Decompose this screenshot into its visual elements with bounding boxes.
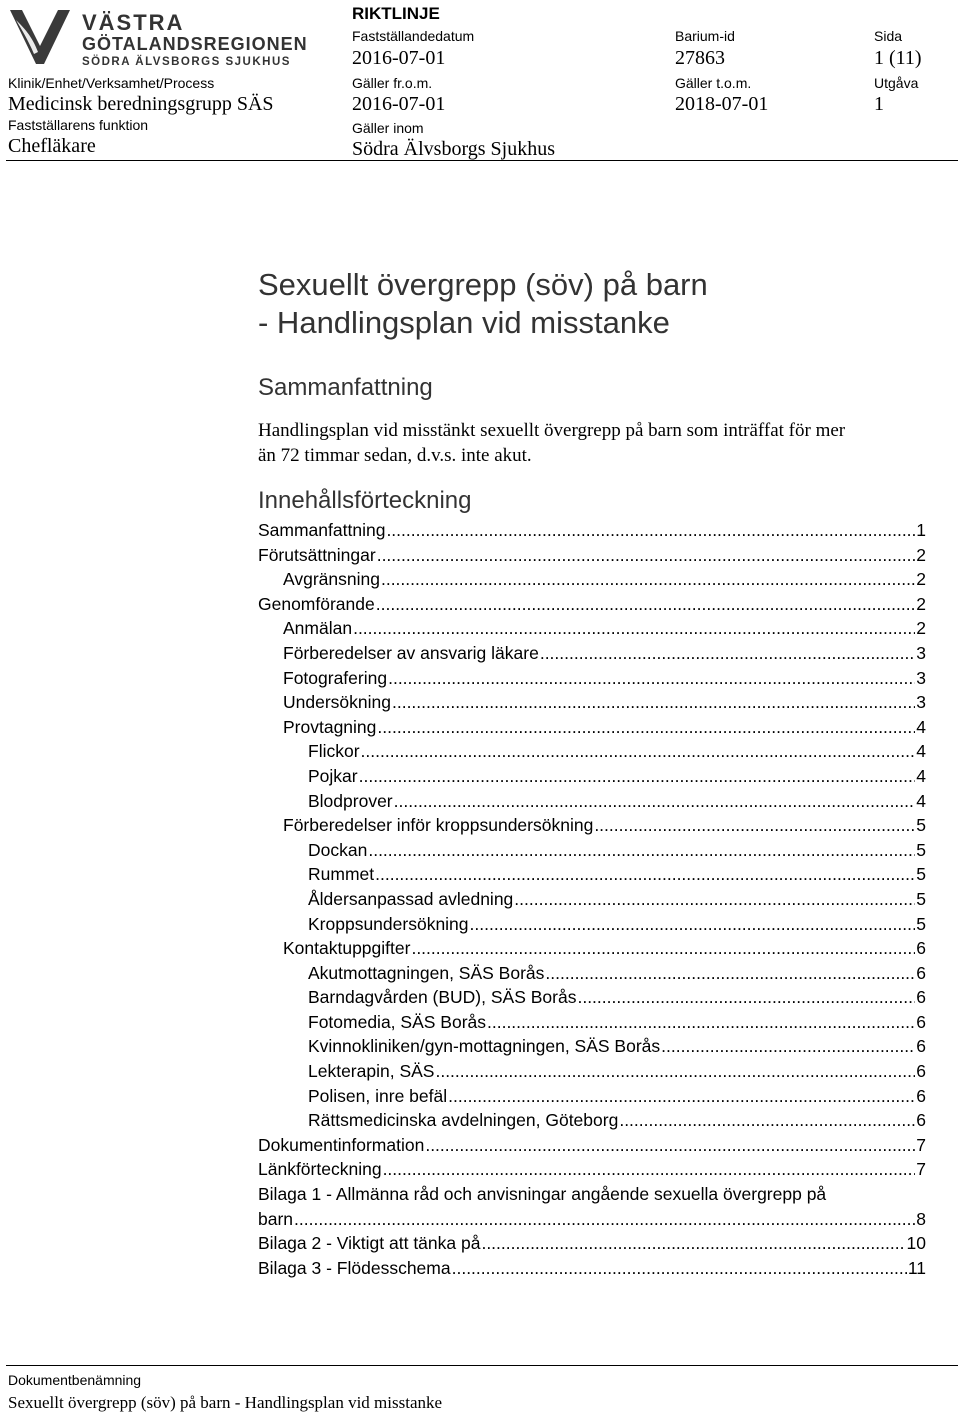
toc-entry-text: Polisen, inre befäl — [308, 1085, 448, 1106]
summary-text-line-1: Handlingsplan vid misstänkt sexuellt övergrepp på barn som inträffat för mer — [258, 420, 846, 441]
toc-leader-dots — [353, 616, 915, 641]
toc-entry[interactable] — [258, 936, 926, 961]
toc-page-number: 6 — [916, 938, 926, 959]
logo-line-1: VÄSTRA — [82, 10, 185, 35]
toc-entry[interactable] — [258, 1157, 926, 1182]
toc-entry[interactable] — [258, 912, 926, 937]
toc-page-number: 5 — [916, 888, 926, 909]
toc-leader-dots — [470, 912, 916, 937]
toc-entry[interactable] — [258, 1108, 926, 1133]
toc-page-number: 8 — [916, 1208, 926, 1229]
fastst-label: Fastställandedatum — [352, 28, 475, 44]
toc-leader-dots — [394, 789, 916, 814]
toc-entry-text: Sammanfattning — [258, 520, 386, 540]
toc-entry-text: Dockan — [308, 839, 368, 860]
toc-entry[interactable] — [258, 1034, 926, 1059]
toc-entry[interactable] — [258, 1133, 926, 1158]
toc-entry-text: Pojkar — [308, 765, 358, 786]
tom-value: 2018-07-01 — [675, 93, 769, 115]
toc-entry-text: Bilaga 2 - Viktigt att tänka på — [258, 1233, 481, 1254]
toc-entry[interactable] — [258, 690, 926, 715]
toc-entry[interactable] — [258, 862, 926, 887]
toc-leader-dots — [425, 1133, 915, 1158]
logo-line-3: SÖDRA ÄLVSBORGS SJUKHUS — [82, 56, 291, 68]
toc-entry-text: Dokumentinformation — [258, 1134, 425, 1155]
toc-page-number: 7 — [916, 1134, 926, 1155]
toc-leader-dots — [514, 887, 915, 912]
toc-heading: Innehållsförteckning — [258, 487, 472, 514]
toc-page-number: 2 — [916, 618, 926, 639]
toc-leader-dots — [361, 739, 916, 764]
toc-leader-dots — [388, 666, 915, 691]
toc-leader-dots — [375, 862, 915, 887]
toc-page-number: 6 — [916, 1061, 926, 1082]
from-value: 2016-07-01 — [352, 93, 446, 115]
toc-entry-text: Åldersanpassad avledning — [308, 888, 514, 909]
toc-page-number: 5 — [916, 913, 926, 934]
toc-leader-dots — [383, 1157, 916, 1182]
toc-entry[interactable] — [258, 961, 926, 986]
toc-entry-text: Flickor — [308, 741, 360, 762]
toc-entry[interactable] — [258, 813, 926, 838]
toc-page-number: 4 — [916, 716, 926, 737]
from-label: Gäller fr.o.m. — [352, 75, 433, 91]
toc-entry-text: Avgränsning — [283, 569, 380, 590]
toc-leader-dots — [435, 1059, 915, 1084]
toc-leader-dots — [386, 518, 915, 543]
toc-entry[interactable] — [258, 616, 926, 641]
toc-entry[interactable] — [258, 592, 926, 617]
toc-entry-text: Bilaga 3 - Flödesschema — [258, 1257, 451, 1278]
toc-entry[interactable] — [258, 838, 926, 863]
toc-entry-text: Förberedelser av ansvarig läkare — [283, 642, 539, 663]
footer-label: Dokumentbenämning — [8, 1372, 142, 1388]
toc-leader-dots — [487, 1010, 915, 1035]
toc-leader-dots — [359, 764, 916, 789]
summary-text-line-2: än 72 timmar sedan, d.v.s. inte akut. — [258, 445, 532, 466]
toc-entry-text: Lekterapin, SÄS — [308, 1061, 435, 1082]
toc-entry[interactable] — [258, 1256, 926, 1281]
toc-page-number: 4 — [916, 741, 926, 762]
inom-label: Gäller inom — [352, 120, 424, 136]
toc-page-number: 6 — [916, 962, 926, 983]
toc-page-number: 6 — [916, 1036, 926, 1057]
toc-page-number: 1 — [916, 520, 926, 540]
toc-entry[interactable] — [258, 567, 926, 592]
toc-leader-dots — [294, 1207, 915, 1232]
toc-leader-dots — [619, 1108, 915, 1133]
toc-page-number: 6 — [916, 1011, 926, 1032]
toc-leader-dots — [594, 813, 915, 838]
sida-value: 1 (11) — [874, 47, 922, 69]
toc-entry-text: Barndagvården (BUD), SÄS Borås — [308, 987, 577, 1008]
toc-page-number: 5 — [916, 864, 926, 885]
toc-entry-text: Provtagning — [283, 716, 377, 737]
toc-entry-text: Genomförande — [258, 593, 375, 614]
toc-entry-text: Rättsmedicinska avdelningen, Göteborg — [308, 1110, 619, 1131]
toc-page-number: 6 — [916, 987, 926, 1008]
toc-entry-text: Fotomedia, SÄS Borås — [308, 1011, 486, 1032]
footer-document-name: Sexuellt övergrepp (söv) på barn - Handlingsplan vid misstanke — [8, 1393, 443, 1412]
toc-entry[interactable] — [258, 764, 926, 789]
toc-page-number: 5 — [916, 815, 926, 836]
toc-page-number: 11 — [907, 1257, 926, 1278]
sida-label: Sida — [874, 28, 903, 44]
toc-leader-dots — [481, 1231, 905, 1256]
toc-page-number: 6 — [916, 1085, 926, 1106]
toc-page-number: 4 — [916, 790, 926, 811]
toc-leader-dots — [368, 838, 915, 863]
toc-entry[interactable] — [258, 518, 926, 543]
barium-value: 27863 — [675, 47, 725, 69]
toc-leader-dots — [411, 936, 915, 961]
toc-leader-dots — [381, 567, 915, 592]
toc-entry-text: Förberedelser inför kroppsundersökning — [283, 815, 594, 836]
toc-page-number: 10 — [906, 1233, 926, 1254]
utgava-value: 1 — [874, 93, 884, 115]
toc-page-number: 2 — [916, 593, 926, 614]
fastst-value: 2016-07-01 — [352, 47, 446, 69]
logo-line-2: GÖTALANDSREGIONEN — [82, 34, 308, 54]
toc-entry[interactable] — [258, 887, 926, 912]
toc-page-number: 3 — [916, 667, 926, 688]
toc-page-number: 2 — [916, 569, 926, 590]
funktion-label: Fastställarens funktion — [8, 117, 149, 133]
toc-entry-text: Kontaktuppgifter — [283, 938, 411, 959]
toc-entry-text: Fotografering — [283, 667, 388, 688]
toc-entry[interactable] — [258, 789, 926, 814]
toc-entry[interactable] — [258, 739, 926, 764]
toc-entry-text: Förutsättningar — [258, 544, 376, 565]
toc-page-number: 5 — [916, 839, 926, 860]
toc-entry[interactable] — [258, 715, 926, 740]
toc-entry-text-continued: barn — [258, 1208, 294, 1229]
barium-label: Barium-id — [675, 28, 735, 44]
toc-entry-text: Undersökning — [283, 692, 391, 713]
toc-page-number: 7 — [916, 1159, 926, 1180]
toc-entry[interactable] — [258, 1010, 926, 1035]
toc-leader-dots — [545, 961, 915, 986]
toc-page-number: 2 — [916, 544, 926, 565]
toc-page-number: 6 — [916, 1110, 926, 1131]
toc-leader-dots — [452, 1256, 907, 1281]
toc-entry[interactable] — [258, 985, 926, 1010]
tom-label: Gäller t.o.m. — [675, 75, 752, 91]
footer-divider — [6, 1365, 958, 1366]
toc-leader-dots — [376, 592, 916, 617]
toc-entry[interactable] — [258, 1084, 926, 1109]
toc-page-number: 4 — [916, 765, 926, 786]
toc-entry[interactable] — [258, 1231, 926, 1256]
klinik-label: Klinik/Enhet/Verksamhet/Process — [8, 75, 215, 91]
funktion-value: Chefläkare — [8, 135, 96, 157]
toc-entry[interactable] — [258, 1182, 926, 1231]
toc-leader-dots — [661, 1034, 915, 1059]
toc-leader-dots — [448, 1084, 915, 1109]
toc-entry-text: Anmälan — [283, 618, 353, 639]
toc-entry[interactable] — [258, 666, 926, 691]
toc-leader-dots — [577, 985, 915, 1010]
toc-entry-text: Rummet — [308, 864, 375, 885]
toc-page-number: 3 — [916, 692, 926, 713]
summary-heading: Sammanfattning — [258, 374, 433, 401]
toc-entry-text: Kvinnokliniken/gyn-mottagningen, SÄS Borås — [308, 1036, 661, 1057]
toc-leader-dots — [377, 543, 916, 568]
klinik-value: Medicinsk beredningsgrupp SÄS — [8, 93, 274, 115]
doc-type: RIKTLINJE — [352, 4, 440, 23]
page-title-line-1: Sexuellt övergrepp (söv) på barn — [258, 267, 708, 302]
toc-entry[interactable] — [258, 543, 926, 568]
toc-entry-text: Blodprover — [308, 790, 393, 811]
toc-entry-text: Länkförteckning — [258, 1159, 382, 1180]
toc-leader-dots — [540, 641, 915, 666]
toc-entry[interactable] — [258, 1059, 926, 1084]
toc-entry-text: Kroppsundersökning — [308, 913, 469, 934]
region-logo — [8, 2, 328, 70]
inom-value: Södra Älvsborgs Sjukhus — [352, 138, 555, 160]
toc-entry-text: Bilaga 1 - Allmänna råd och anvisningar angående sexuella övergrepp på — [258, 1184, 827, 1205]
toc-page-number: 3 — [916, 642, 926, 663]
toc-entry-text: Akutmottagningen, SÄS Borås — [308, 962, 545, 983]
toc-leader-dots — [392, 690, 915, 715]
page-title-line-2: - Handlingsplan vid misstanke — [258, 305, 670, 340]
toc-entry[interactable] — [258, 641, 926, 666]
header-divider — [6, 160, 958, 161]
toc-leader-dots — [377, 715, 915, 740]
region-logo-mark-icon — [8, 6, 74, 68]
utgava-label: Utgåva — [874, 75, 919, 91]
table-of-contents — [258, 518, 926, 1280]
